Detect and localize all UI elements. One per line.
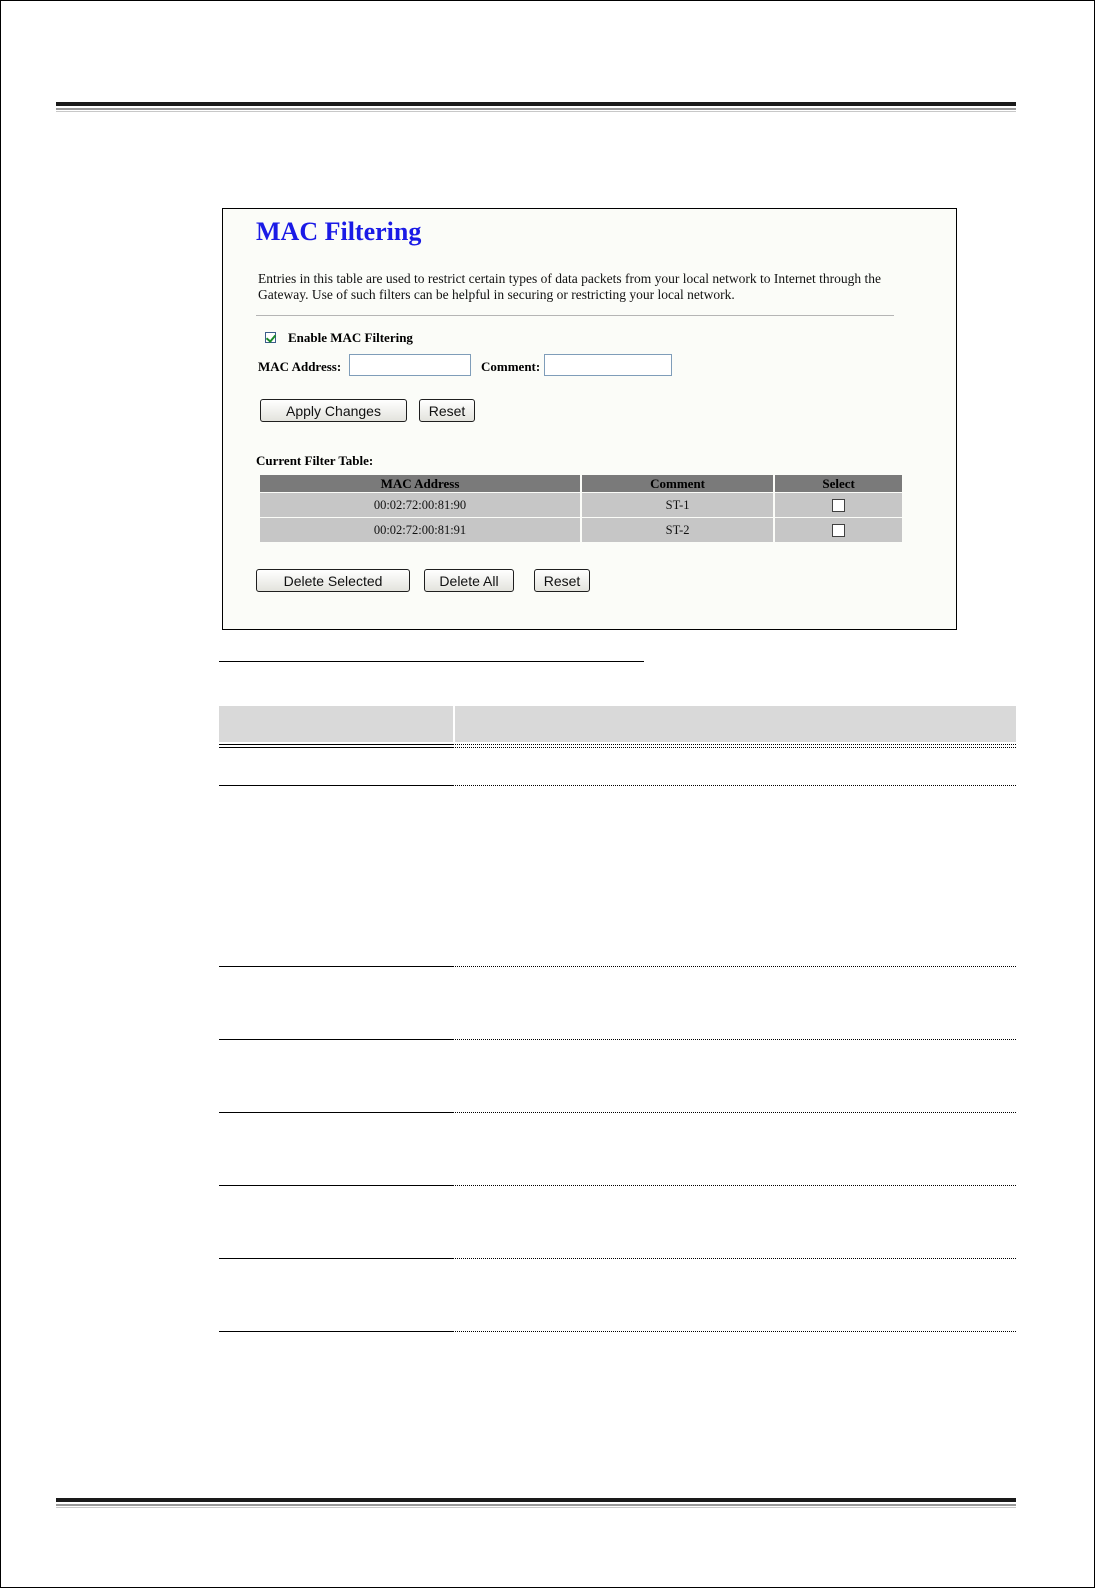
row-mac: 00:02:72:00:81:90 bbox=[260, 493, 580, 517]
header-rule bbox=[56, 102, 1016, 114]
description-text: Entries in this table are used to restrict certain types of data packets from your local network to Internet through the Gateway. Use of such filters can be helpful in securing or restricting your local network. bbox=[258, 271, 882, 302]
comment-label: Comment: bbox=[481, 359, 541, 374]
delete-all-button[interactable]: Delete All bbox=[424, 569, 514, 592]
row-select-cell bbox=[775, 518, 902, 542]
row-line bbox=[219, 1185, 1016, 1186]
row-line bbox=[219, 747, 1016, 748]
enable-mac-filtering-checkbox[interactable] bbox=[265, 332, 276, 343]
filter-table bbox=[258, 474, 904, 543]
column-header-mac: MAC Address bbox=[260, 475, 580, 492]
current-filter-table-label: Current Filter Table: bbox=[256, 453, 374, 468]
row-comment: ST-2 bbox=[582, 518, 773, 542]
row-line bbox=[219, 966, 1016, 967]
divider bbox=[256, 315, 894, 316]
row-line bbox=[219, 1112, 1016, 1113]
table-row bbox=[260, 493, 902, 517]
caption-underline bbox=[219, 661, 644, 662]
column-header-comment: Comment bbox=[582, 475, 773, 492]
row-select-checkbox[interactable] bbox=[832, 499, 845, 512]
column-header-select: Select bbox=[775, 475, 902, 492]
row-select-checkbox[interactable] bbox=[832, 524, 845, 537]
mac-filtering-screenshot bbox=[222, 208, 957, 630]
mac-address-input[interactable] bbox=[349, 354, 471, 376]
page-title: MAC Filtering bbox=[256, 217, 422, 246]
table-row bbox=[260, 518, 902, 542]
apply-changes-button[interactable]: Apply Changes bbox=[260, 399, 407, 422]
reset-button[interactable]: Reset bbox=[419, 399, 475, 422]
table-header-row bbox=[219, 706, 1016, 742]
comment-input[interactable] bbox=[544, 354, 672, 376]
row-line bbox=[219, 1331, 1016, 1332]
row-line bbox=[219, 744, 1016, 745]
delete-selected-button[interactable]: Delete Selected bbox=[256, 569, 410, 592]
enable-mac-filtering-label: Enable MAC Filtering bbox=[288, 330, 413, 345]
footer-rule bbox=[56, 1498, 1016, 1510]
reset-button-2[interactable]: Reset bbox=[534, 569, 590, 592]
mac-address-label: MAC Address: bbox=[258, 359, 342, 374]
row-line bbox=[219, 785, 1016, 786]
row-mac: 00:02:72:00:81:91 bbox=[260, 518, 580, 542]
row-comment: ST-1 bbox=[582, 493, 773, 517]
row-line bbox=[219, 1258, 1016, 1259]
row-select-cell bbox=[775, 493, 902, 517]
row-line bbox=[219, 1039, 1016, 1040]
